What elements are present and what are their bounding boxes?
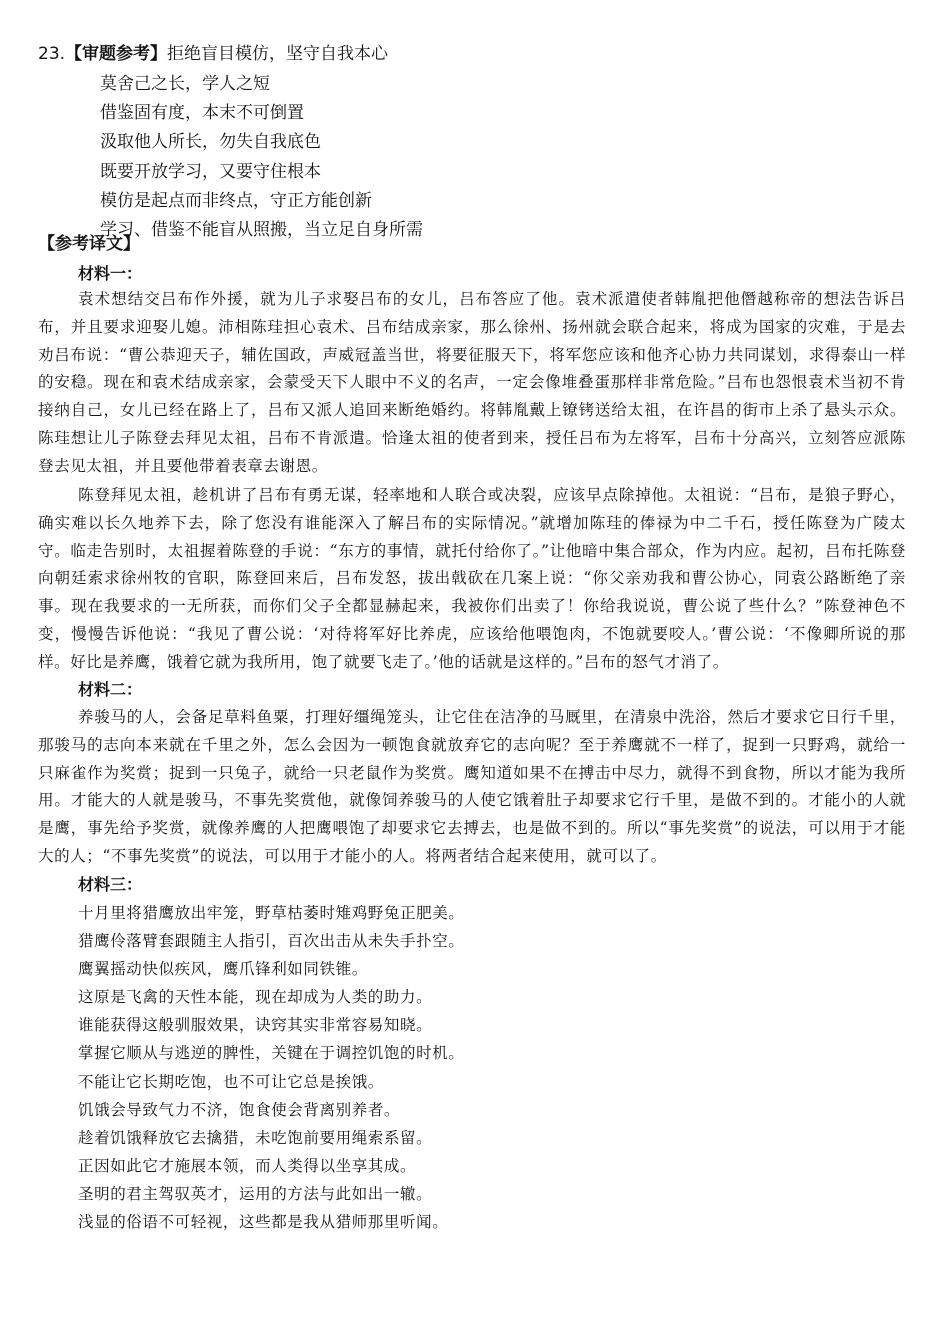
poem-line: 圣明的君主驾驭英才，运用的方法与此如出一辙。 xyxy=(78,1184,433,1203)
question-header xyxy=(38,42,388,66)
question-number: 23. xyxy=(38,44,66,64)
alt-title: 模仿是起点而非终点，守正方能创新 xyxy=(100,190,372,211)
poem-line: 谁能获得这般驯服效果，诀窍其实非常容易知晓。 xyxy=(78,1016,433,1035)
material-1-heading: 材料一： xyxy=(78,264,143,283)
question-tag: 【审题参考】 xyxy=(65,44,168,64)
material-3-heading: 材料三： xyxy=(78,875,143,894)
alt-title: 莫舍己之长，学人之短 xyxy=(100,74,270,94)
poem-line: 饥饿会导致气力不济，饱食使会背离别养者。 xyxy=(78,1100,401,1119)
poem-line: 猎鹰伶落臂套跟随主人指引，百次出击从未失手扑空。 xyxy=(78,932,465,951)
poem-line: 正因如此它才施展本领，而人类得以坐享其成。 xyxy=(78,1156,417,1175)
material-2-paragraph-1: 养骏马的人，会备足草料鱼粟，打理好缰绳笼头，让它住在洁净的马厩里，在清泉中洗浴，然后才要求它日行千里，那骏马的志向本来就在千里之外，怎么会因为一顿饱食就放弃它的志向呢？至于养鹰就不一样了，捉到一只野鸡，就给一只麻雀作为奖赏；捉到一只兔子，就给一只老鼠作为奖赏。鹰知道如果不在搏击中尽力，就得不到食物，所以才能为我所用。才能大的人就是骏马，不事先奖赏他，就像饲养骏马的人使它饿着肚子却要求它行千里，是做不到的。才能小的人就是鹰，事先给予奖赏，就像养鹰的人把鹰喂饱了却要求它去搏去，也是做不到的。所以“事先奖赏”的说法，可以用于才能大的人；“不事先奖赏”的说法，可以用于才能小的人。将两者结合起来使用，就可以了。 xyxy=(38,708,906,865)
poem-line: 趁着饥饿释放它去擒猎，未吃饱前要用绳索系留。 xyxy=(78,1128,433,1147)
poem-line: 不能让它长期吃饱，也不可让它总是挨饿。 xyxy=(78,1072,384,1091)
alt-title: 借鉴固有度，本末不可倒置 xyxy=(100,103,304,124)
alt-title: 汲取他人所长，勿失自我底色 xyxy=(100,132,321,153)
main-title: 拒绝盲目模仿，坚守自我本心 xyxy=(167,44,389,64)
poem-line: 这原是飞禽的天性本能，现在却成为人类的助力。 xyxy=(78,988,433,1007)
alt-title-list xyxy=(100,70,423,245)
poem-line: 十月里将猎鹰放出牢笼，野草枯萎时雉鸡野兔正肥美。 xyxy=(78,904,465,922)
poem-line: 浅显的俗语不可轻视，这些都是我从猎师那里听闻。 xyxy=(78,1213,449,1232)
material-3-poem xyxy=(78,899,464,1236)
alt-title: 学习、借鉴不能盲从照搬，当立足自身所需 xyxy=(100,219,423,240)
material-1-paragraph-2: 陈登拜见太祖，趁机讲了吕布有勇无谋，轻率地和人联合或决裂，应该早点除掉他。太祖说：“吕布，是狼子野心，确实难以长久地养下去，除了您没有谁能深入了解吕布的实际情况。”就增加陈珪的俸禄为中二千石，授任陈登为广陵太守。临走告别时，太祖握着陈登的手说：“东方的事情，就托付给你了。”让他暗中集合部众，作为内应。起初，吕布托陈登向朝廷索求徐州牧的官职，陈登回来后，吕布发怒，拔出戟砍在几案上说：“你父亲劝我和曹公协心，同袁公路断绝了亲事。现在我要求的一无所获，而你们父子全都显赫起来，我被你们出卖了！你给我说说，曹公说了些什么？”陈登神色不变，慢慢告诉他说：“我见了曹公说：‘对待将军好比养虎，应该给他喂饱肉，不饱就要咬人。’曹公说：‘不像卿所说的那样。好比是养鹰，饿着它就为我所用，饱了就要飞走了。’他的话就是这样的。”吕布的怒气才消了。 xyxy=(38,486,906,671)
reference-heading: 【参考译文】 xyxy=(38,234,140,254)
material-2-heading: 材料二： xyxy=(78,680,143,699)
alt-title: 既要开放学习，又要守住根本 xyxy=(100,161,321,182)
material-1-paragraph-1: 袁术想结交吕布作外援，就为儿子求娶吕布的女儿，吕布答应了他。袁术派遣使者韩胤把他僭越称帝的想法告诉吕布，并且要求迎娶儿媳。沛相陈珪担心袁术、吕布结成亲家，那么徐州、扬州就会联合起来，将成为国家的灾难，于是去劝吕布说：“曹公恭迎天子，辅佐国政，声威冠盖当世，将要征服天下，将军您应该和他齐心协力共同谋划，求得泰山一样的安稳。现在和袁术结成亲家，会蒙受天下人眼中不义的名声，一定会像堆叠蛋那样非常危险。”吕布也怨恨袁术当初不肯接纳自己，女儿已经在路上了，吕布又派人追回来断绝婚约。将韩胤戴上镣铐送给太祖，在许昌的街市上杀了悬头示众。陈珪想让儿子陈登去拜见太祖，吕布不肯派遣。恰逢太祖的使者到来，授任吕布为左将军，吕布十分高兴，立刻答应派陈登去见太祖，并且要他带着表章去谢恩。 xyxy=(38,290,906,475)
poem-line: 掌握它顺从与逃逆的脾性，关键在于调控饥饱的时机。 xyxy=(78,1044,465,1063)
poem-line: 鹰翼摇动快似疾风，鹰爪锋利如同铁锥。 xyxy=(78,960,368,979)
